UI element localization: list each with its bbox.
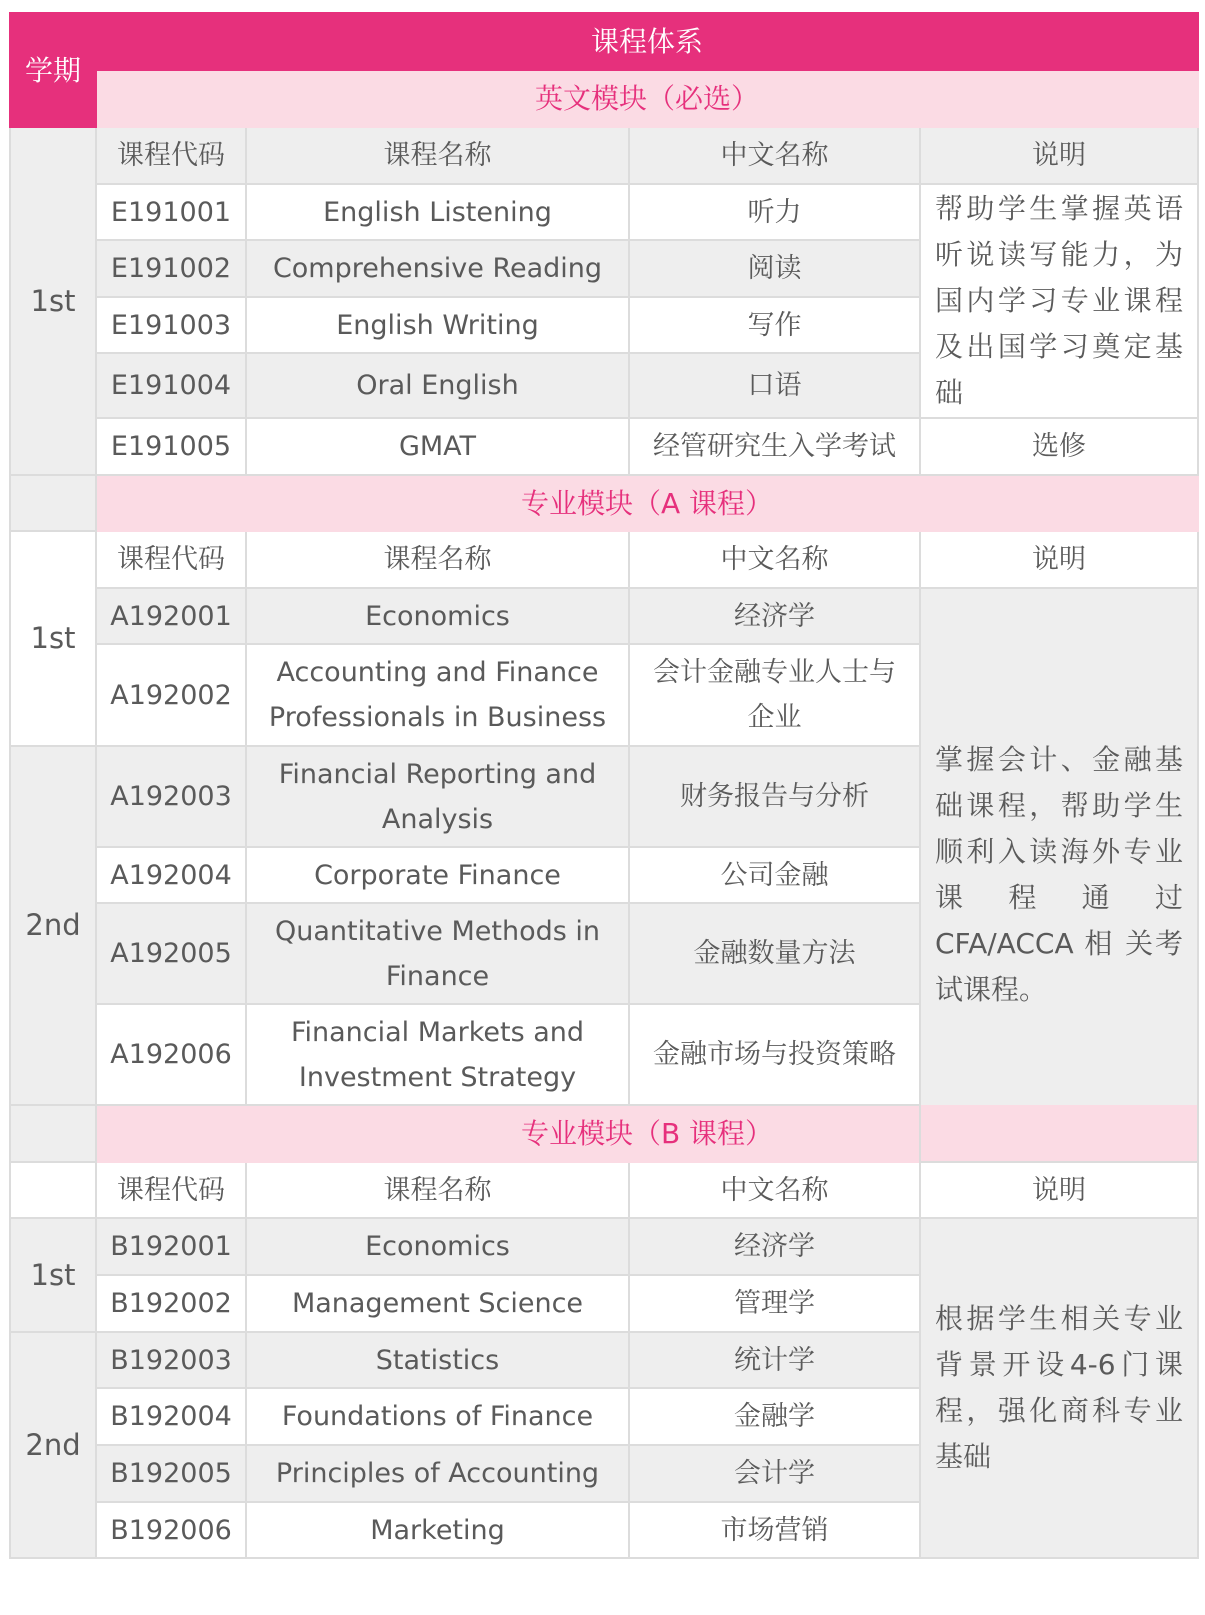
col-note-header: 说明	[920, 1162, 1198, 1218]
course-name: Statistics	[246, 1332, 629, 1388]
course-code: E191001	[96, 184, 246, 240]
module-e-semester: 1st	[10, 127, 96, 475]
course-code: B192005	[96, 1445, 246, 1502]
course-name: Quantitative Methods in Finance	[246, 903, 629, 1004]
col-note-header: 说明	[920, 531, 1198, 588]
spacer-cell	[10, 1105, 96, 1162]
spacer-cell	[10, 1162, 96, 1218]
table-row	[10, 588, 1198, 644]
course-name: Financial Reporting and Analysis	[246, 746, 629, 847]
table-row	[10, 184, 1198, 240]
course-name: Oral English	[246, 353, 629, 418]
module-e-title: 英文模块（必选）	[96, 70, 1198, 127]
module-b-title: 专业模块（B 课程）	[96, 1105, 1198, 1162]
course-code: A192005	[96, 903, 246, 1004]
course-code: E191003	[96, 297, 246, 353]
course-name: Economics	[246, 588, 629, 644]
table-row	[10, 418, 1198, 475]
course-name: Principles of Accounting	[246, 1445, 629, 1502]
course-name: Management Science	[246, 1275, 629, 1332]
col-note-header: 说明	[920, 127, 1198, 184]
col-name-header: 课程名称	[246, 127, 629, 184]
course-name: Marketing	[246, 1502, 629, 1558]
semester-header: 学期	[10, 13, 96, 127]
col-cn-header: 中文名称	[629, 1162, 920, 1218]
course-code: A192006	[96, 1004, 246, 1105]
course-name: Financial Markets and Investment Strategy	[246, 1004, 629, 1105]
course-name: Accounting and Finance Professionals in Business	[246, 644, 629, 746]
module-b-semester-2: 2nd	[10, 1332, 96, 1558]
course-name: GMAT	[246, 418, 629, 475]
title-row	[10, 13, 1198, 70]
course-cn: 阅读	[629, 240, 920, 297]
course-code: B192002	[96, 1275, 246, 1332]
course-name: Corporate Finance	[246, 847, 629, 903]
module-a-column-header	[10, 531, 1198, 588]
course-code: B192001	[96, 1218, 246, 1275]
course-name: Economics	[246, 1218, 629, 1275]
course-name: Comprehensive Reading	[246, 240, 629, 297]
module-a-semester-1: 1st	[10, 531, 96, 746]
course-cn: 写作	[629, 297, 920, 353]
course-cn: 会计金融专业人士与企业	[629, 644, 920, 746]
course-code: A192001	[96, 588, 246, 644]
course-cn: 金融市场与投资策略	[629, 1004, 920, 1105]
col-cn-header: 中文名称	[629, 127, 920, 184]
course-name: English Writing	[246, 297, 629, 353]
module-e-title-row	[10, 70, 1198, 127]
system-header: 课程体系	[96, 13, 1198, 70]
module-e-column-header	[10, 127, 1198, 184]
course-cn: 经管研究生入学考试	[629, 418, 920, 475]
module-e-optional-note: 选修	[920, 418, 1198, 475]
course-code: B192003	[96, 1332, 246, 1388]
col-name-header: 课程名称	[246, 531, 629, 588]
course-code: B192006	[96, 1502, 246, 1558]
course-code: A192002	[96, 644, 246, 746]
course-code: E191004	[96, 353, 246, 418]
module-b-title-row	[10, 1105, 1198, 1162]
col-code-header: 课程代码	[96, 531, 246, 588]
course-code: A192004	[96, 847, 246, 903]
course-cn: 市场营销	[629, 1502, 920, 1558]
course-cn: 公司金融	[629, 847, 920, 903]
course-cn: 口语	[629, 353, 920, 418]
module-b-column-header	[10, 1162, 1198, 1218]
module-e-note: 帮助学生掌握英语听说读写能力，为国内学习专业课程及出国学习奠定基础	[920, 184, 1198, 418]
course-code: E191002	[96, 240, 246, 297]
course-cn: 金融学	[629, 1388, 920, 1445]
table-row	[10, 1218, 1198, 1275]
col-code-header: 课程代码	[96, 1162, 246, 1218]
course-cn: 经济学	[629, 588, 920, 644]
module-a-semester-2: 2nd	[10, 746, 96, 1105]
col-code-header: 课程代码	[96, 127, 246, 184]
module-a-note: 掌握会计、金融基础课程，帮助学生顺利入读海外专业课程通过CFA/ACCA 相 关考试课程。	[920, 588, 1198, 1162]
module-b-note: 根据学生相关专业背景开设4-6门课程，强化商科专业基础	[920, 1218, 1198, 1558]
course-cn: 会计学	[629, 1445, 920, 1502]
course-cn: 财务报告与分析	[629, 746, 920, 847]
course-code: A192003	[96, 746, 246, 847]
spacer-cell	[10, 475, 96, 531]
col-cn-header: 中文名称	[629, 531, 920, 588]
course-name: English Listening	[246, 184, 629, 240]
course-code: B192004	[96, 1388, 246, 1445]
course-code: E191005	[96, 418, 246, 475]
course-cn: 统计学	[629, 1332, 920, 1388]
curriculum-table-container	[9, 12, 1197, 1559]
course-cn: 金融数量方法	[629, 903, 920, 1004]
course-cn: 听力	[629, 184, 920, 240]
curriculum-table	[9, 12, 1199, 1559]
module-b-semester-1: 1st	[10, 1218, 96, 1332]
module-a-title: 专业模块（A 课程）	[96, 475, 1198, 531]
course-cn: 经济学	[629, 1218, 920, 1275]
course-cn: 管理学	[629, 1275, 920, 1332]
course-name: Foundations of Finance	[246, 1388, 629, 1445]
col-name-header: 课程名称	[246, 1162, 629, 1218]
module-a-title-row	[10, 475, 1198, 531]
